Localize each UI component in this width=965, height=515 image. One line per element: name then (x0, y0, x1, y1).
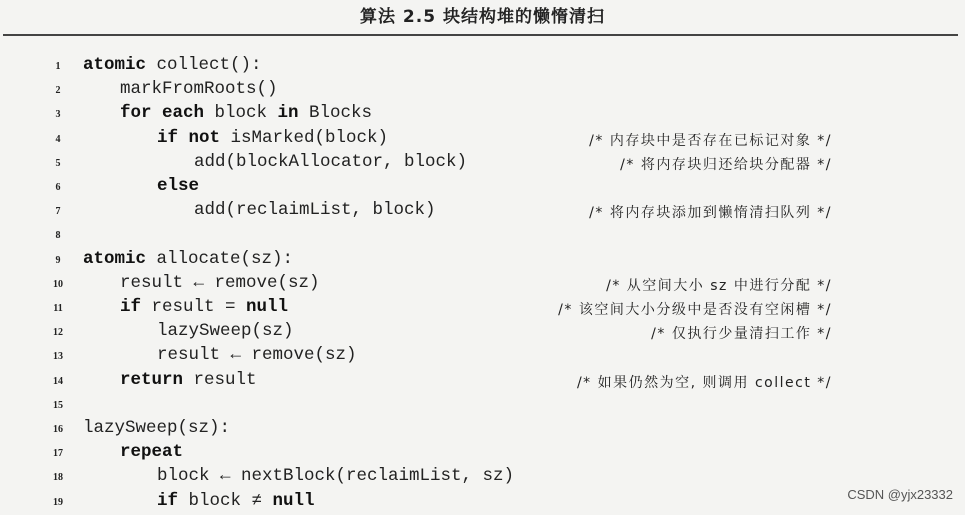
code-fragment: isMarked(block) (220, 127, 389, 148)
code-fragment: result ← remove(sz) (157, 345, 357, 366)
keyword: else (157, 176, 200, 196)
code-fragment: markFromRoots() (120, 79, 278, 100)
code-comment: /* 该空间大小分级中是否没有空闲槽 */ (558, 302, 832, 318)
code-comment: /* 将内存块添加到懒惰清扫队列 */ (589, 205, 832, 222)
code-line (0, 128, 965, 152)
keyword: null (246, 297, 289, 317)
code-line (0, 224, 965, 248)
code-text (120, 370, 257, 390)
line-number: 12 (53, 327, 63, 339)
code-text (120, 79, 278, 99)
code-fragment: allocate(sz): (146, 248, 294, 269)
code-fragment: lazySweep(sz): (83, 418, 231, 438)
code-text (83, 418, 230, 438)
code-line (0, 273, 965, 297)
line-number: 10 (53, 278, 63, 290)
line-number: 9 (55, 254, 61, 266)
code-line (0, 152, 965, 176)
code-line (0, 321, 965, 345)
keyword: repeat (120, 442, 184, 463)
line-number: 19 (53, 496, 63, 508)
code-text (120, 103, 372, 123)
code-fragment: lazySweep(sz) (157, 321, 294, 342)
algorithm-title: 算法 2.5 块结构堆的懒惰清扫 (360, 7, 605, 27)
line-number: 2 (55, 85, 61, 97)
keyword: for each (120, 103, 205, 124)
code-line (0, 297, 965, 321)
keyword: if (120, 297, 142, 317)
code-line (0, 176, 965, 200)
line-number: 16 (53, 424, 63, 435)
code-line (0, 418, 965, 442)
line-number: 8 (55, 230, 61, 242)
code-fragment: result (183, 369, 257, 390)
code-fragment: add(blockAllocator, block) (194, 151, 468, 172)
code-fragment: block ← nextBlock(reclaimList, sz) (157, 466, 515, 487)
code-comment: /* 仅执行少量清扫工作 */ (651, 326, 832, 343)
code-line (0, 79, 965, 103)
code-text (157, 321, 294, 341)
title-rule (3, 34, 958, 36)
keyword: null (272, 490, 315, 511)
keyword: if not (157, 127, 221, 148)
line-number: 13 (53, 351, 63, 363)
code-fragment: block (204, 103, 278, 124)
line-number: 17 (53, 448, 63, 460)
line-number: 3 (55, 109, 61, 121)
code-text (194, 200, 436, 220)
code-line (0, 491, 965, 515)
code-fragment: Blocks (298, 103, 373, 124)
code-line (0, 466, 965, 490)
code-text (120, 297, 288, 317)
code-text (83, 55, 262, 75)
line-number: 15 (53, 399, 63, 411)
line-number: 7 (55, 206, 61, 218)
line-number: 18 (53, 472, 63, 484)
code-text (194, 152, 467, 172)
keyword: in (277, 103, 299, 124)
code-fragment: result = (141, 297, 247, 317)
code-fragment: result ← remove(sz) (120, 272, 320, 293)
code-comment: /* 内存块中是否存在已标记对象 */ (589, 132, 832, 149)
code-fragment: collect(): (146, 55, 262, 75)
line-number: 6 (55, 182, 61, 193)
keyword: atomic (83, 248, 147, 269)
code-text (157, 466, 514, 486)
code-line (0, 442, 965, 466)
code-comment: /* 如果仍然为空, 则调用 collect */ (576, 374, 832, 391)
keyword: if (157, 490, 179, 511)
code-line (0, 345, 965, 369)
code-text (157, 491, 315, 511)
line-number: 11 (53, 303, 63, 314)
code-line (0, 200, 965, 224)
code-fragment: block ≠ (178, 490, 273, 511)
watermark: CSDN @yjx23332 (847, 487, 953, 502)
line-number: 1 (55, 61, 61, 72)
code-text (157, 128, 388, 148)
keyword: return (120, 369, 184, 390)
code-line (0, 103, 965, 127)
code-text (83, 249, 293, 269)
code-fragment: add(reclaimList, block) (194, 200, 436, 221)
code-text (157, 345, 357, 365)
code-line (0, 55, 965, 79)
code-line (0, 370, 965, 394)
line-number: 4 (55, 133, 61, 145)
line-number: 5 (55, 157, 61, 169)
code-line (0, 249, 965, 273)
code-text (120, 273, 320, 293)
code-text (157, 176, 199, 196)
code-comment: /* 将内存块归还给块分配器 */ (620, 156, 832, 173)
code-comment: /* 从空间大小 sz 中进行分配 */ (606, 277, 832, 294)
code-text (120, 442, 183, 462)
line-number: 14 (53, 375, 63, 387)
keyword: atomic (83, 55, 147, 75)
code-line (0, 394, 965, 418)
